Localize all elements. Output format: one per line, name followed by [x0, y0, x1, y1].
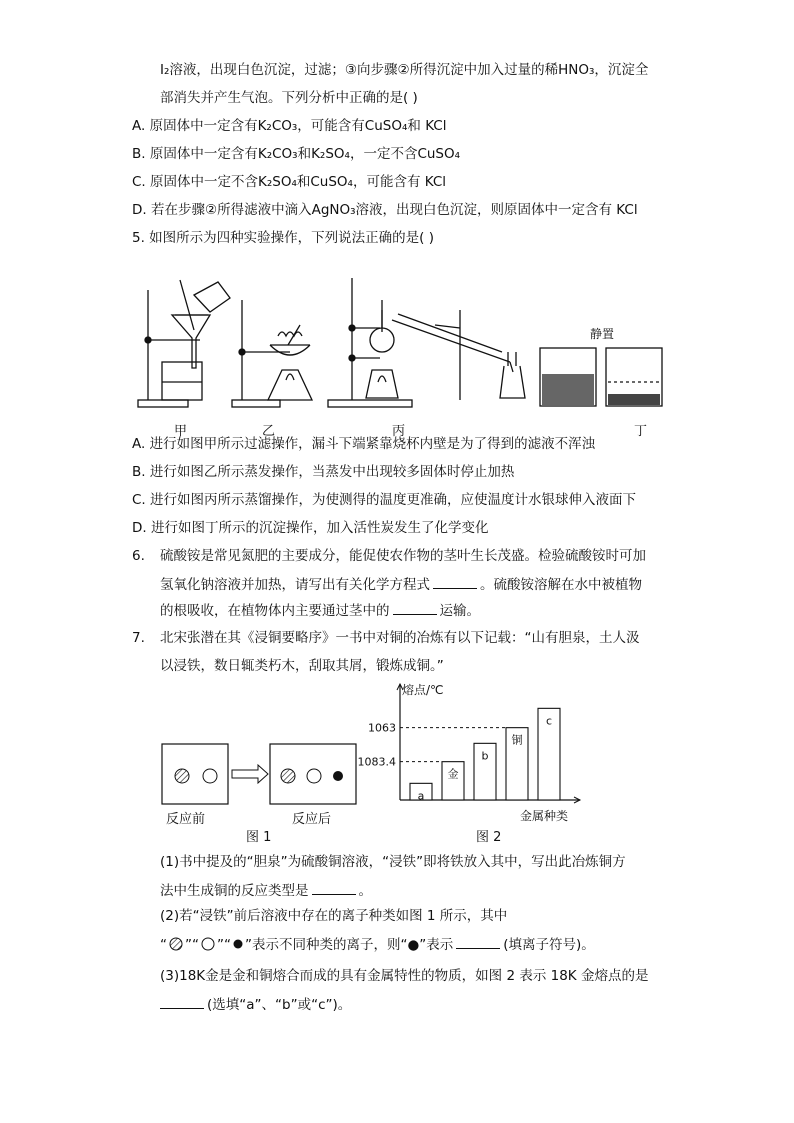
evaporation-apparatus	[232, 300, 312, 407]
label-yi: 乙	[262, 424, 276, 439]
q4-option-c: C. 原固体中一定不含K₂SO₄和CuSO₄，可能含有 KCl	[132, 174, 447, 190]
q7-blank-ion-symbol[interactable]	[456, 934, 500, 949]
q5-apparatus-figure	[130, 270, 670, 440]
q6-line1: 硫酸铵是常见氮肥的主要成分，能促使农作物的茎叶生长茂盛。检验硫酸铵时可加	[160, 548, 646, 564]
open-ion-before	[203, 769, 217, 783]
q7-sub1-line1: (1)书中提及的“胆泉”为硫酸铜溶液，“浸铁”即将铁放入其中，写出此冶炼铜方	[160, 854, 626, 870]
settling-beakers	[540, 348, 662, 406]
q6-line2: 氢氧化钠溶液并加热，请写出有关化学方程式 。硫酸铵溶解在水中被植物	[160, 574, 642, 595]
fig2-caption: 图 2	[476, 830, 502, 845]
q7-sub3-line1: (3)18K金是金和铜熔合而成的具有金属特性的物质，如图 2 表示 18K 金熔点的是	[160, 968, 649, 984]
fig1-caption: 图 1	[246, 830, 272, 845]
q5-option-c: C. 进行如图丙所示蒸馏操作，为使测得的温度更准确，应使温度计水银球伸入液面下	[132, 492, 637, 508]
bar-label-4: c	[545, 714, 553, 728]
label-ding: 丁	[634, 424, 648, 439]
bar-label-1: 金	[447, 767, 459, 781]
q6-number: 6.	[132, 548, 145, 564]
figure2-melting-point-chart	[350, 676, 590, 824]
q4-line2: 部消失并产生气泡。下列分析中正确的是( )	[160, 90, 418, 106]
q7-line2: 以浸铁，数日辄类朽木，刮取其屑，锻炼成铜。”	[160, 658, 444, 674]
hatched-ion-icon	[167, 937, 185, 951]
fig1-after-label: 反应后	[292, 812, 332, 827]
q7-blank-reaction-type[interactable]	[312, 880, 356, 895]
bar-label-3: 铜	[511, 733, 523, 747]
y-tick-0: 1083.4	[357, 755, 396, 769]
open-ion-after	[307, 769, 321, 783]
q6-blank-equation[interactable]	[433, 574, 477, 589]
y-tick-1: 1063	[368, 721, 396, 735]
chart-xlabel: 金属种类	[520, 809, 569, 823]
q4-option-d: D. 若在步骤②所得滤液中滴入AgNO₃溶液，出现白色沉淀，则原固体中一定含有 KCl	[132, 202, 638, 218]
bar-label-2: b	[481, 749, 489, 763]
label-jingzhi: 静置	[590, 327, 615, 341]
q6-line3: 的根吸收，在植物体内主要通过茎中的 运输。	[160, 600, 480, 621]
hatched-ion-before	[175, 769, 189, 783]
before-box	[162, 744, 228, 804]
label-jia: 甲	[174, 424, 188, 439]
reaction-arrow	[232, 765, 268, 783]
q7-sub2-line1: (2)若“浸铁”前后溶液中存在的离子种类如图 1 所示，其中	[160, 908, 508, 924]
chart-ylabel: 熔点/℃	[402, 683, 444, 697]
label-bing: 丙	[392, 424, 406, 439]
q7-sub2-line2: “ ”“ ”“ ”表示不同种类的离子，则“●”表示 (填离子符号)。	[160, 934, 595, 955]
bar-label-0: a	[417, 789, 425, 803]
hatched-ion-after	[281, 769, 295, 783]
solid-ion-after	[333, 771, 343, 781]
q6-blank-tissue[interactable]	[393, 600, 437, 615]
open-ion-icon	[199, 937, 217, 951]
figure1-ions	[160, 740, 360, 810]
q5-stem: 5. 如图所示为四种实验操作，下列说法正确的是( )	[132, 230, 434, 246]
q5-option-d: D. 进行如图丁所示的沉淀操作，加入活性炭发生了化学变化	[132, 520, 489, 536]
solid-ion-icon	[231, 937, 245, 951]
q5-option-a: A. 进行如图甲所示过滤操作，漏斗下端紧靠烧杯内壁是为了得到的滤液不浑浊	[132, 436, 596, 452]
q4-option-a: A. 原固体中一定含有K₂CO₃，可能含有CuSO₄和 KCl	[132, 118, 447, 134]
q4-line1: I₂溶液，出现白色沉淀，过滤；③向步骤②所得沉淀中加入过量的稀HNO₃，沉淀全	[160, 62, 649, 78]
q4-option-b: B. 原固体中一定含有K₂CO₃和K₂SO₄，一定不含CuSO₄	[132, 146, 461, 162]
q7-sub1-line2: 法中生成铜的反应类型是 。	[160, 880, 372, 901]
filtration-apparatus	[138, 280, 230, 407]
q7-blank-18k-gold[interactable]	[160, 994, 204, 1009]
q7-number: 7.	[132, 630, 145, 646]
distillation-apparatus	[328, 278, 525, 407]
fig1-before-label: 反应前	[166, 812, 206, 827]
q7-line1: 北宋张潜在其《浸铜要略序》一书中对铜的冶炼有以下记载：“山有胆泉，土人汲	[160, 630, 640, 646]
q5-option-b: B. 进行如图乙所示蒸发操作，当蒸发中出现较多固体时停止加热	[132, 464, 515, 480]
q7-sub3-line2: (选填“a”、“b”或“c”)。	[160, 994, 351, 1015]
chart-bars	[410, 708, 560, 802]
